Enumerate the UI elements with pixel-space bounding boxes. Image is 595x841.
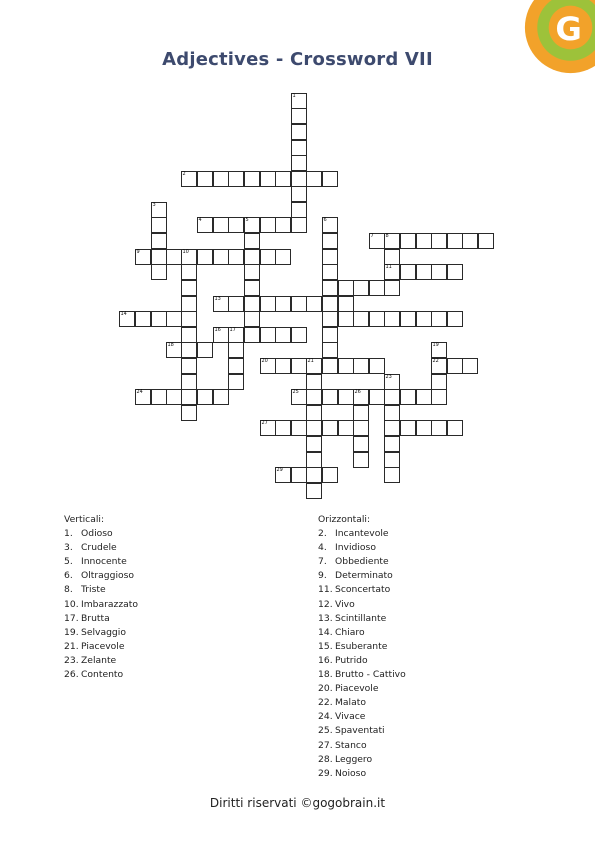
clue-number: 26 (354, 388, 361, 395)
crossword-cell[interactable] (291, 217, 307, 233)
clue-number-label: 4. (318, 542, 327, 554)
horizontal-clue (318, 583, 406, 597)
logo-letter: G (555, 9, 582, 48)
crossword-cell[interactable] (369, 358, 385, 374)
horizontal-clue (318, 767, 406, 781)
clue-text: Sconcertato (335, 584, 391, 596)
crossword-cell[interactable] (306, 389, 322, 405)
crossword-cell[interactable] (384, 374, 400, 390)
crossword-cell[interactable] (431, 233, 447, 249)
horizontal-clue-list (318, 527, 406, 781)
crossword-cell[interactable] (181, 296, 197, 312)
clue-number: 13 (214, 295, 221, 302)
crossword-cell[interactable] (306, 296, 322, 312)
crossword-cell[interactable] (338, 296, 354, 312)
horizontal-clue (318, 626, 406, 640)
crossword-cell[interactable] (275, 249, 291, 265)
crossword-cell[interactable] (338, 280, 354, 296)
crossword-cell[interactable] (322, 389, 338, 405)
crossword-cell[interactable] (228, 358, 244, 374)
clue-text: Scintillante (335, 612, 387, 624)
crossword-cell[interactable] (244, 280, 260, 296)
clue-number: 5 (245, 216, 249, 223)
clue-number-label: 1. (64, 528, 73, 540)
crossword-cell[interactable] (353, 389, 369, 405)
crossword-cell[interactable] (244, 327, 260, 343)
horizontal-clue (318, 527, 406, 541)
horizontal-clue (318, 710, 406, 724)
crossword-cell[interactable] (244, 233, 260, 249)
crossword-cell[interactable] (322, 420, 338, 436)
clue-number-label: 5. (64, 556, 73, 568)
clue-text: Vivace (335, 711, 366, 723)
clue-number-label: 23. (64, 654, 79, 666)
page-title: Adjectives - Crossword VII (162, 49, 433, 70)
clue-number: 25 (292, 388, 299, 395)
clue-number-label: 9. (318, 570, 327, 582)
crossword-cell[interactable] (416, 264, 432, 280)
crossword-cell[interactable] (151, 202, 167, 218)
horizontal-clue (318, 555, 406, 569)
crossword-cell[interactable] (181, 171, 197, 187)
crossword-cell[interactable] (431, 374, 447, 390)
crossword-cell[interactable] (275, 171, 291, 187)
crossword-cell[interactable] (416, 389, 432, 405)
crossword-cell[interactable] (228, 217, 244, 233)
crossword-cell[interactable] (291, 93, 307, 109)
clue-number: 24 (136, 388, 143, 395)
clue-number-label: 17. (64, 612, 79, 624)
crossword-cell[interactable] (322, 311, 338, 327)
crossword-cell[interactable] (291, 296, 307, 312)
horizontal-clue (318, 640, 406, 654)
crossword-cell[interactable] (384, 389, 400, 405)
crossword-cell[interactable] (291, 420, 307, 436)
crossword-cell[interactable] (431, 311, 447, 327)
clue-text: Selvaggio (81, 626, 126, 638)
crossword-cell[interactable] (353, 405, 369, 421)
crossword-cell[interactable] (400, 311, 416, 327)
crossword-cell[interactable] (447, 311, 463, 327)
clue-number: 29 (276, 466, 283, 473)
crossword-cell[interactable] (431, 358, 447, 374)
horizontal-clue (318, 654, 406, 668)
crossword-cell[interactable] (306, 436, 322, 452)
crossword-cell[interactable] (260, 171, 276, 187)
crossword-cell[interactable] (338, 389, 354, 405)
crossword-cell[interactable] (306, 452, 322, 468)
clue-number: 10 (182, 248, 189, 255)
crossword-cell[interactable] (119, 311, 135, 327)
crossword-cell[interactable] (244, 311, 260, 327)
clue-text: Piacevole (81, 640, 125, 652)
crossword-cell[interactable] (275, 296, 291, 312)
crossword-cell[interactable] (291, 124, 307, 140)
clue-text: Putrido (335, 654, 368, 666)
crossword-cell[interactable] (181, 280, 197, 296)
clue-number: 1 (292, 92, 296, 99)
crossword-cell[interactable] (291, 202, 307, 218)
clue-number: 17 (229, 326, 236, 333)
clue-text: Malato (335, 697, 366, 709)
clue-number-label: 10. (64, 598, 79, 610)
crossword-cell[interactable] (244, 249, 260, 265)
clue-number: 21 (307, 357, 314, 364)
clue-number: 27 (261, 419, 268, 426)
crossword-cell[interactable] (181, 327, 197, 343)
clue-text: Brutto - Cattivo (335, 669, 406, 681)
clue-number-label: 8. (64, 584, 73, 596)
crossword-cell[interactable] (369, 389, 385, 405)
crossword-cell[interactable] (151, 249, 167, 265)
crossword-cell[interactable] (369, 311, 385, 327)
clue-number-label: 2. (318, 528, 327, 540)
crossword-cell[interactable] (447, 358, 463, 374)
clue-text: Leggero (335, 753, 373, 765)
crossword-cell[interactable] (135, 249, 151, 265)
crossword-cell[interactable] (353, 311, 369, 327)
crossword-cell[interactable] (353, 436, 369, 452)
crossword-cell[interactable] (213, 171, 229, 187)
horizontal-clue (318, 541, 406, 555)
crossword-cell[interactable] (181, 389, 197, 405)
crossword-cell[interactable] (166, 342, 182, 358)
horizontal-clue (318, 682, 406, 696)
crossword-cell[interactable] (306, 467, 322, 483)
crossword-cell[interactable] (462, 358, 478, 374)
clue-number-label: 21. (64, 640, 79, 652)
clue-number-label: 14. (318, 626, 333, 638)
crossword-cell[interactable] (338, 358, 354, 374)
clue-text: Incantevole (335, 528, 389, 540)
clue-text: Piacevole (335, 683, 379, 695)
clue-text: Invidioso (335, 542, 376, 554)
crossword-cell[interactable] (322, 327, 338, 343)
crossword-cell[interactable] (228, 374, 244, 390)
crossword-cell[interactable] (135, 389, 151, 405)
crossword-cell[interactable] (291, 108, 307, 124)
crossword-cell[interactable] (181, 405, 197, 421)
clue-number: 8 (385, 232, 389, 239)
crossword-cell[interactable] (291, 140, 307, 156)
clue-number-label: 22. (318, 697, 333, 709)
clue-number-label: 24. (318, 711, 333, 723)
clue-number-label: 7. (318, 556, 327, 568)
vertical-clue (64, 541, 138, 555)
crossword-cell[interactable] (260, 358, 276, 374)
clue-text: Chiaro (335, 626, 365, 638)
crossword-cell[interactable] (322, 280, 338, 296)
clue-text: Determinato (335, 570, 393, 582)
clue-number: 22 (432, 357, 439, 364)
crossword-cell[interactable] (197, 171, 213, 187)
crossword-cell[interactable] (306, 405, 322, 421)
crossword-cell[interactable] (213, 389, 229, 405)
clue-number: 19 (432, 341, 439, 348)
crossword-cell[interactable] (478, 233, 494, 249)
clue-number: 14 (120, 310, 127, 317)
horizontal-clue (318, 739, 406, 753)
clue-number-label: 16. (318, 654, 333, 666)
clue-number: 18 (167, 341, 174, 348)
crossword-cell[interactable] (306, 171, 322, 187)
vertical-clue (64, 598, 138, 612)
vertical-clue (64, 555, 138, 569)
clue-text: Stanco (335, 739, 367, 751)
vertical-clue (64, 626, 138, 640)
crossword-cell[interactable] (166, 311, 182, 327)
crossword-cell[interactable] (353, 280, 369, 296)
vertical-clue-list (64, 527, 138, 682)
crossword-cell[interactable] (369, 233, 385, 249)
crossword-cell[interactable] (260, 327, 276, 343)
horizontal-clue (318, 668, 406, 682)
copyright-footer: Diritti riservati ©gogobrain.it (209, 796, 386, 810)
crossword-cell[interactable] (151, 389, 167, 405)
crossword-cell[interactable] (213, 327, 229, 343)
clue-text: Esuberante (335, 640, 388, 652)
horizontal-clue (318, 724, 406, 738)
clue-number-label: 11. (318, 584, 333, 596)
crossword-cell[interactable] (353, 420, 369, 436)
crossword-cell[interactable] (197, 249, 213, 265)
crossword-cell[interactable] (291, 171, 307, 187)
crossword-cell[interactable] (384, 420, 400, 436)
crossword-cell[interactable] (384, 436, 400, 452)
crossword-cell[interactable] (260, 249, 276, 265)
horizontal-clue (318, 753, 406, 767)
horizontal-heading: Orizzontali: (318, 514, 371, 525)
crossword-cell[interactable] (369, 280, 385, 296)
clue-number: 4 (198, 216, 202, 223)
crossword-cell[interactable] (416, 420, 432, 436)
crossword-cell[interactable] (431, 342, 447, 358)
crossword-cell[interactable] (322, 342, 338, 358)
crossword-cell[interactable] (291, 358, 307, 374)
clue-text: Spaventati (335, 725, 385, 737)
vertical-clue (64, 640, 138, 654)
clue-number-label: 6. (64, 570, 73, 582)
crossword-cell[interactable] (291, 155, 307, 171)
vertical-clue (64, 668, 138, 682)
crossword-cell[interactable] (353, 452, 369, 468)
vertical-clue (64, 583, 138, 597)
vertical-clue (64, 654, 138, 668)
clue-number: 16 (214, 326, 221, 333)
clue-number-label: 29. (318, 767, 333, 779)
clue-number: 11 (385, 263, 392, 270)
crossword-cell[interactable] (353, 358, 369, 374)
crossword-cell[interactable] (135, 311, 151, 327)
horizontal-clue (318, 612, 406, 626)
crossword-cell[interactable] (447, 264, 463, 280)
crossword-cell[interactable] (322, 233, 338, 249)
clue-text: Obbediente (335, 556, 389, 568)
crossword-cell[interactable] (322, 264, 338, 280)
crossword-cell[interactable] (291, 467, 307, 483)
crossword-cell[interactable] (244, 171, 260, 187)
crossword-cell[interactable] (400, 264, 416, 280)
clue-number-label: 12. (318, 598, 333, 610)
crossword-cell[interactable] (228, 249, 244, 265)
crossword-cell[interactable] (213, 296, 229, 312)
crossword-cell[interactable] (275, 467, 291, 483)
clue-text: Contento (81, 669, 124, 681)
horizontal-clue (318, 569, 406, 583)
crossword-cell[interactable] (275, 327, 291, 343)
clue-number-label: 13. (318, 612, 333, 624)
clue-number-label: 3. (64, 542, 73, 554)
vertical-clue (64, 612, 138, 626)
crossword-cell[interactable] (431, 389, 447, 405)
crossword-cell[interactable] (275, 217, 291, 233)
crossword-cell[interactable] (213, 249, 229, 265)
crossword-cell[interactable] (431, 420, 447, 436)
crossword-cell[interactable] (228, 171, 244, 187)
crossword-cell[interactable] (322, 358, 338, 374)
clue-number: 6 (323, 216, 327, 223)
crossword-cell[interactable] (244, 217, 260, 233)
crossword-cell[interactable] (384, 280, 400, 296)
crossword-cell[interactable] (275, 358, 291, 374)
crossword-cell[interactable] (306, 420, 322, 436)
crossword-cell[interactable] (181, 342, 197, 358)
clue-number-label: 28. (318, 753, 333, 765)
crossword-cell[interactable] (416, 233, 432, 249)
crossword-cell[interactable] (400, 420, 416, 436)
crossword-cell[interactable] (151, 264, 167, 280)
crossword-cell[interactable] (322, 217, 338, 233)
clue-number-label: 15. (318, 640, 333, 652)
crossword-cell[interactable] (181, 249, 197, 265)
crossword-cell[interactable] (291, 327, 307, 343)
clue-number: 2 (182, 170, 186, 177)
crossword-cell[interactable] (447, 233, 463, 249)
crossword-cell[interactable] (228, 342, 244, 358)
crossword-cell[interactable] (431, 264, 447, 280)
clue-text: Innocente (81, 556, 127, 568)
clue-text: Odioso (81, 528, 113, 540)
crossword-cell[interactable] (306, 374, 322, 390)
horizontal-clue (318, 696, 406, 710)
crossword-cell[interactable] (322, 296, 338, 312)
clue-number-label: 18. (318, 669, 333, 681)
crossword-cell[interactable] (166, 389, 182, 405)
crossword-cell[interactable] (306, 358, 322, 374)
clue-number: 20 (261, 357, 268, 364)
crossword-cell[interactable] (384, 311, 400, 327)
crossword-cell[interactable] (260, 420, 276, 436)
crossword-cell[interactable] (181, 264, 197, 280)
clue-text: Triste (81, 584, 106, 596)
crossword-cell[interactable] (322, 171, 338, 187)
horizontal-clues (318, 513, 406, 781)
clue-number-label: 26. (64, 669, 79, 681)
crossword-cell[interactable] (166, 249, 182, 265)
clue-number-label: 19. (64, 626, 79, 638)
crossword-cell[interactable] (338, 420, 354, 436)
crossword-cell[interactable] (181, 358, 197, 374)
crossword-cell[interactable] (151, 217, 167, 233)
clue-number-label: 25. (318, 725, 333, 737)
crossword-cell[interactable] (260, 217, 276, 233)
vertical-heading: Verticali: (64, 514, 105, 525)
clue-number-label: 27. (318, 739, 333, 751)
clue-number-label: 20. (318, 683, 333, 695)
crossword-cell[interactable] (384, 264, 400, 280)
crossword-cell[interactable] (384, 405, 400, 421)
crossword-cell[interactable] (197, 342, 213, 358)
clue-number: 3 (152, 201, 156, 208)
crossword-cell[interactable] (384, 233, 400, 249)
crossword-cell[interactable] (400, 389, 416, 405)
clue-number: 23 (385, 373, 392, 380)
crossword-cell[interactable] (322, 249, 338, 265)
vertical-clue (64, 569, 138, 583)
crossword-cell[interactable] (260, 296, 276, 312)
crossword-cell[interactable] (181, 311, 197, 327)
crossword-cell[interactable] (384, 249, 400, 265)
crossword-cell[interactable] (151, 311, 167, 327)
crossword-cell[interactable] (228, 327, 244, 343)
clue-text: Brutta (81, 612, 110, 624)
clue-text: Crudele (81, 542, 117, 554)
crossword-cell[interactable] (275, 420, 291, 436)
crossword-cell[interactable] (462, 233, 478, 249)
crossword-cell[interactable] (151, 233, 167, 249)
crossword-cell[interactable] (228, 296, 244, 312)
crossword-cell[interactable] (322, 467, 338, 483)
crossword-cell[interactable] (400, 233, 416, 249)
crossword-cell[interactable] (447, 420, 463, 436)
clue-text: Vivo (335, 598, 355, 610)
crossword-cell[interactable] (384, 452, 400, 468)
vertical-clues (64, 513, 138, 682)
crossword-cell[interactable] (416, 311, 432, 327)
clue-number: 7 (370, 232, 374, 239)
clue-text: Zelante (81, 654, 117, 666)
crossword-cell[interactable] (244, 264, 260, 280)
crossword-cell[interactable] (338, 311, 354, 327)
horizontal-clue (318, 598, 406, 612)
crossword-cell[interactable] (306, 483, 322, 499)
crossword-cell[interactable] (291, 186, 307, 202)
crossword-cell[interactable] (213, 217, 229, 233)
clue-number: 9 (136, 248, 140, 255)
crossword-cell[interactable] (291, 389, 307, 405)
crossword-cell[interactable] (384, 467, 400, 483)
crossword-cell[interactable] (197, 389, 213, 405)
vertical-clue (64, 527, 138, 541)
clue-text: Noioso (335, 767, 367, 779)
clue-text: Imbarazzato (81, 598, 139, 610)
crossword-cell[interactable] (197, 217, 213, 233)
crossword-cell[interactable] (181, 374, 197, 390)
clue-text: Oltraggioso (81, 570, 135, 582)
crossword-cell[interactable] (244, 296, 260, 312)
